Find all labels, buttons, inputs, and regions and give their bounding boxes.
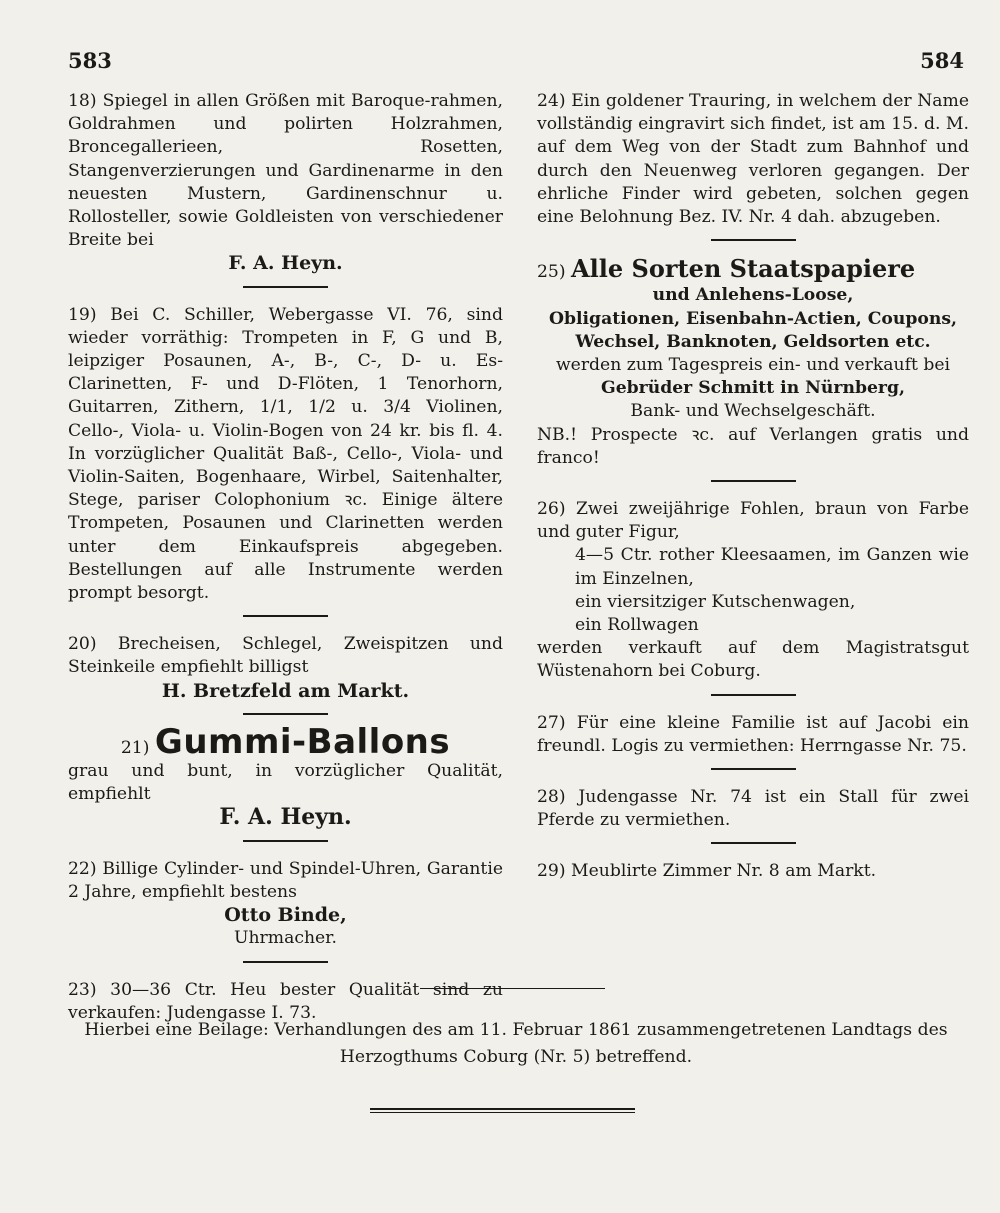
ad-28-text: 28) Judengasse Nr. 74 ist ein Stall für zwei Pferde zu vermiethen.: [537, 787, 969, 831]
ad-divider: [243, 840, 328, 842]
ad-29-text: 29) Meublirte Zimmer Nr. 8 am Markt.: [537, 861, 877, 882]
ad-25-line3: Obligationen, Eisenbahn-Actien, Coupons,: [549, 308, 957, 329]
ad-divider: [243, 286, 328, 288]
footer-divider: [420, 988, 605, 989]
ad-divider: [243, 961, 328, 963]
ad-22: [68, 858, 503, 951]
page-number-right: 584: [920, 48, 964, 73]
ad-20-signature: H. Bretzfeld am Markt.: [161, 679, 410, 702]
ad-divider: [243, 713, 328, 715]
ad-29: [537, 860, 969, 883]
ad-divider: [711, 842, 796, 844]
left-column: [68, 90, 503, 1035]
ad-26-line4: ein Rollwagen: [575, 615, 699, 636]
ad-25: [537, 254, 969, 470]
ad-20-text: 20) Brecheisen, Schlegel, Zweispitzen und Steinkeile empfiehlt billigst: [68, 634, 503, 678]
ad-25-line5: werden zum Tagespreis ein- und verkauft bei: [555, 355, 951, 376]
ad-25-number: 25): [537, 262, 566, 283]
ad-21-signature: F. A. Heyn.: [219, 804, 352, 831]
page-number-left: 583: [68, 48, 112, 73]
ad-28: [537, 786, 969, 832]
ad-19-text: 19) Bei C. Schiller, Webergasse VI. 76, sind wieder vorräthig: Trompeten in F, G und B, leipziger Posaunen, A-, B-, C-, D- u. Es-Clarinetten, F- und D-Flöten, 1 Tenorhorn, Guitarren, Zithern, 1/1, 1/2 u. 3/4 Violinen, Cello-, Viola- u. Violin-Bogen von 24 kr. bis fl. 4. In vorzüglicher Qualität Baß-, Cello-, Viola- und Violin-Saiten, Bogenhaare, Wirbel, Saitenhalter, Stege, pariser Colophonium ꝛc. Einige ältere Trompeten, Posaunen und Clarinetten werden unter dem Einkaufspreis abgegeben. Bestellungen auf alle Instrumente werden prompt besorgt.: [68, 304, 503, 604]
ad-18-text: 18) Spiegel in allen Größen mit Baroque-rahmen, Goldrahmen und polirten Holzrahmen, Broncegallerieen, Rosetten, Stangenverzierungen und Gardinenarme in den neuesten Mustern, Gardinenschnur u. Rollosteller, sowie Goldleisten von verschiedener Breite bei: [68, 91, 503, 251]
ad-divider: [711, 694, 796, 696]
ad-22-subtitle: Uhrmacher.: [234, 928, 337, 949]
ad-22-signature: Otto Binde,: [224, 904, 347, 927]
ad-24: [537, 90, 969, 229]
ad-divider: [711, 768, 796, 770]
ad-26-line3: ein viersitziger Kutschenwagen,: [575, 591, 856, 612]
ad-25-headline: Alle Sorten Staatspapiere: [571, 254, 916, 284]
ad-20: [68, 633, 503, 703]
ad-27: [537, 712, 969, 758]
closing-rule: [370, 1108, 635, 1110]
ad-26: [537, 498, 969, 684]
right-column: [537, 90, 969, 894]
ad-24-text: 24) Ein goldener Trauring, in welchem der Name vollständig eingravirt sich findet, ist am 15. d. M. auf dem Weg von der Stadt zum Bahnhof und durch den Neuenweg verloren gegangen. Der ehrliche Finder wird gebeten, solchen gegen eine Belohnung Bez. IV. Nr. 4 dah. abzugeben.: [537, 91, 969, 228]
ad-divider: [243, 615, 328, 617]
ad-22-text: 22) Billige Cylinder- und Spindel-Uhren, Garantie 2 Jahre, empfiehlt bestens: [68, 858, 503, 902]
closing-rule-thin: [370, 1112, 635, 1113]
ad-27-text: 27) Für eine kleine Familie ist auf Jacobi ein freundl. Logis zu vermiethen: Herrngasse Nr. 75.: [537, 712, 969, 756]
ad-18: [68, 90, 503, 276]
ad-divider: [711, 480, 796, 482]
ad-divider: [711, 239, 796, 241]
ad-25-line2: und Anlehens-Loose,: [652, 285, 854, 306]
ad-21-headline: Gummi-Ballons: [154, 721, 451, 762]
ad-21: [68, 721, 503, 831]
ad-21-number: 21): [120, 737, 150, 758]
supplement-note: Hierbei eine Beilage: Verhandlungen des am 11. Februar 1861 zusammengetretenen Landtags des Herzogthums Coburg (Nr. 5) betreffend.: [84, 1020, 948, 1067]
ad-21-text: grau und bunt, in vorzüglicher Qualität, empfiehlt: [68, 761, 503, 805]
ad-19: [68, 304, 503, 606]
ad-25-nb: NB.! Prospecte ꝛc. auf Verlangen gratis und franco!: [537, 424, 969, 468]
ad-26-line1: 26) Zwei zweijährige Fohlen, braun von Farbe und guter Figur,: [537, 499, 969, 543]
ad-25-line7: Bank- und Wechselgeschäft.: [630, 401, 876, 422]
ad-26-line5: werden verkauft auf dem Magistratsgut Wüstenahorn bei Coburg.: [537, 638, 969, 682]
ad-23-text: 23) 30—36 Ctr. Heu bester Qualität sind zu verkaufen: Judengasse I. 73.: [68, 979, 503, 1023]
ad-25-line4: Wechsel, Banknoten, Geldsorten etc.: [575, 331, 931, 352]
ad-18-signature: F. A. Heyn.: [228, 252, 343, 275]
ad-25-line6: Gebrüder Schmitt in Nürnberg,: [601, 378, 905, 399]
ad-26-line2: 4—5 Ctr. rother Kleesaamen, im Ganzen wie im Einzelnen,: [575, 545, 969, 589]
